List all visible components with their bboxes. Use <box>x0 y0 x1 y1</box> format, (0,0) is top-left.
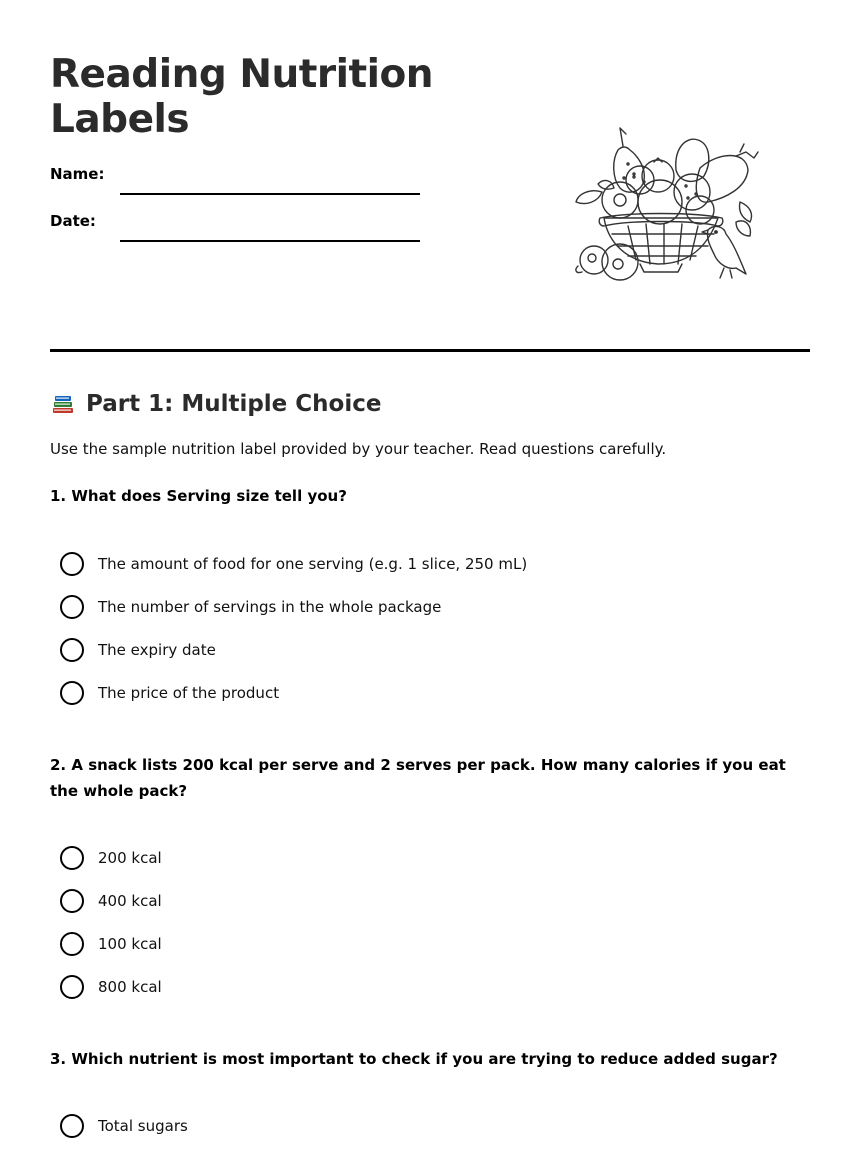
option-label: 200 kcal <box>98 849 162 867</box>
date-field[interactable] <box>50 212 422 242</box>
instructions: Use the sample nutrition label provided by your teacher. Read questions carefully. <box>50 440 667 458</box>
date-write-line[interactable] <box>120 240 420 242</box>
question-2: 2. A snack lists 200 kcal per serve and 2 serves per pack. How many calories if you eat the whole pack? <box>50 756 786 800</box>
radio-button[interactable] <box>60 552 84 576</box>
radio-button[interactable] <box>60 846 84 870</box>
question-1: 1. What does Serving size tell you? <box>50 487 347 505</box>
option-label: The number of servings in the whole package <box>98 598 442 616</box>
q1-option-1[interactable] <box>60 551 527 577</box>
section-header <box>50 388 381 420</box>
q1-option-4[interactable] <box>60 680 279 706</box>
q2-option-3[interactable] <box>60 931 162 957</box>
question-3: 3. Which nutrient is most important to check if you are trying to reduce added sugar? <box>50 1050 778 1068</box>
page-title: Reading Nutrition Labels <box>50 52 434 142</box>
q1-option-3[interactable] <box>60 637 216 663</box>
q1-option-2[interactable] <box>60 594 441 620</box>
name-write-line[interactable] <box>120 193 420 195</box>
option-label: The expiry date <box>98 641 216 659</box>
option-label: 800 kcal <box>98 978 162 996</box>
option-label: Total sugars <box>98 1117 188 1135</box>
radio-button[interactable] <box>60 932 84 956</box>
radio-button[interactable] <box>60 1114 84 1138</box>
name-field[interactable] <box>50 165 422 195</box>
section-title: Part 1: Multiple Choice <box>86 391 382 417</box>
fruit-basket-icon <box>568 122 764 284</box>
option-label: 400 kcal <box>98 892 162 910</box>
radio-button[interactable] <box>60 595 84 619</box>
section-divider <box>50 349 810 352</box>
radio-button[interactable] <box>60 681 84 705</box>
option-label: The amount of food for one serving (e.g. 1 slice, 250 mL) <box>98 555 528 573</box>
radio-button[interactable] <box>60 975 84 999</box>
books-icon <box>50 391 76 417</box>
option-label: 100 kcal <box>98 935 162 953</box>
q2-option-1[interactable] <box>60 845 162 871</box>
radio-button[interactable] <box>60 889 84 913</box>
radio-button[interactable] <box>60 638 84 662</box>
option-label: The price of the product <box>98 684 280 702</box>
q3-option-1[interactable] <box>60 1113 188 1139</box>
date-label: Date: <box>50 212 96 230</box>
name-label: Name: <box>50 165 105 183</box>
q2-option-4[interactable] <box>60 974 162 1000</box>
q2-option-2[interactable] <box>60 888 162 914</box>
